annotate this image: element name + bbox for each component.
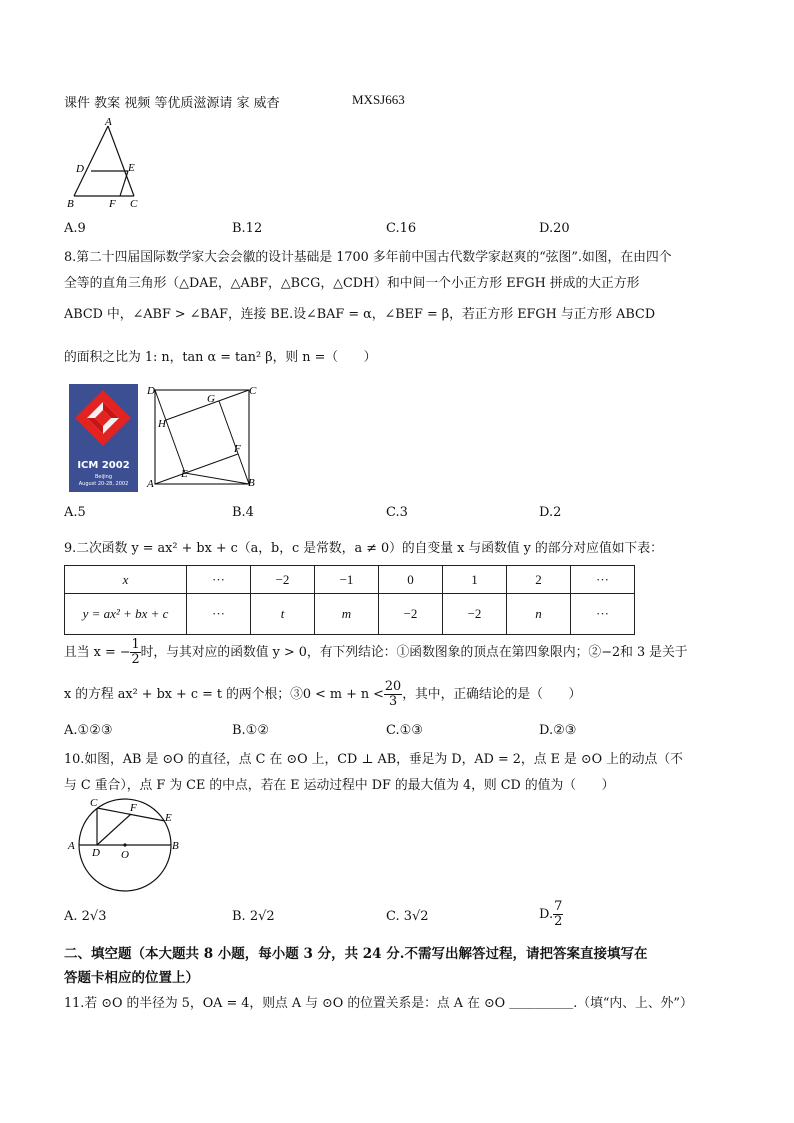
q10-circle-figure [62,794,186,898]
q7-label-d: D [76,163,84,175]
table-cell: 2 [507,566,571,594]
q8-option-c: C.3 [386,505,408,520]
table-cell: ··· [187,594,251,635]
q10-label-b: B [172,840,179,852]
table-cell: −2 [379,594,443,635]
q8-line2: 全等的直角三角形（△DAE，△ABF，△BCG，△CDH）和中间一个小正方形 EFGH 拼成的大正方形 [64,276,640,291]
section2-heading-line1: 二、填空题（本大题共 8 小题，每小题 3 分，共 24 分.不需写出解答过程，请把答案直接填写在 [64,946,648,962]
q9-line2-end: 时，与其对应的函数值 y > 0，有下列结论：①函数图象的顶点在第四象限内；②−2和 3 是关于 [140,645,688,660]
q7-option-c: C.16 [386,221,417,236]
q8-option-d: D.2 [539,505,562,520]
table-cell: m [315,594,379,635]
q9-option-d: D.②③ [539,723,577,738]
q9-fraction-half [130,638,140,667]
fraction-numerator: 20 [384,679,402,694]
table-cell: x [65,566,187,594]
q10-label-e: E [165,812,172,824]
q8-label-a: A [147,478,154,490]
table-cell: n [507,594,571,635]
q8-line3: ABCD 中，∠ABF > ∠BAF，连接 BE.设∠BAF = α，∠BEF = β，若正方形 EFGH 与正方形 ABCD [64,307,656,322]
q7-option-b: B.12 [232,221,263,236]
header-watermark-text: 课件 教案 视频 等优质滋源请 家 威杳 [64,96,280,111]
table-cell: 0 [379,566,443,594]
table-cell: 1 [443,566,507,594]
q10-option-b: B. 2√2 [232,909,275,924]
q10-label-a: A [68,840,75,852]
icm-logo-city: Beijing [94,474,113,480]
fraction-denominator: 2 [131,652,140,667]
q9-line3-end: ，其中，正确结论的是（ ） [402,687,582,702]
q8-label-f: F [234,443,241,455]
q7-label-f: F [109,198,116,210]
table-row [65,594,635,635]
q7-option-d: D.20 [539,221,570,236]
q7-label-e: E [128,162,135,174]
q8-label-g: G [207,393,215,405]
q10-line2: 与 C 重合），点 F 为 CE 的中点，若在 E 运动过程中 DF 的最大值为 4，则 CD 的值为（ ） [64,778,615,793]
fraction-numerator: 1 [131,637,140,652]
q10-option-d [539,900,563,929]
q7-triangle-figure [62,116,152,210]
q8-option-a: A.5 [64,505,86,520]
q10-option-c: C. 3√2 [386,909,429,924]
q9-line1: 9.二次函数 y = ax² + bx + c（a，b，c 是常数，a ≠ 0）的自变量 x 与函数值 y 的部分对应值如下表： [64,541,663,556]
q7-option-a: A.9 [64,221,86,236]
q7-label-a: A [105,116,112,128]
table-cell: −2 [443,594,507,635]
q8-string-figure [145,380,257,490]
table-cell: ··· [571,566,635,594]
q8-label-c: C [249,385,257,397]
q8-label-e: E [181,468,188,480]
section2-heading-line2: 答题卡相应的位置上） [64,970,199,986]
fraction-denominator: 3 [388,694,398,709]
q10-label-o: O [121,849,129,861]
q8-option-b: B.4 [232,505,254,520]
table-cell: y = ax² + bx + c [65,594,187,635]
q10-option-a: A. 2√3 [64,909,107,924]
q9-value-table [64,565,635,635]
q9-line3 [64,680,581,710]
q7-label-b: B [67,198,74,210]
q8-line1: 8.第二十四届国际数学家大会会徽的设计基础是 1700 多年前中国古代数学家赵爽的“弦图”.如图，在由四个 [64,250,672,265]
q8-label-h: H [158,418,166,430]
q10-option-d-prefix: D. [539,907,554,922]
q8-label-b: B [248,477,255,489]
q10-line1: 10.如图，AB 是 ⊙O 的直径，点 C 在 ⊙O 上，CD ⊥ AB，垂足为 D，AD = 2，点 E 是 ⊙O 上的动点（不 [64,752,683,767]
q8-line4: 的面积之比为 1: n，tan α = tan² β，则 n =（ ） [64,350,377,365]
q10-label-c: C [90,797,98,809]
q10-option-d-fraction [553,900,563,929]
table-cell: ··· [187,566,251,594]
icm-logo-title: ICM 2002 [77,460,130,471]
table-row [65,566,635,594]
q9-option-c: C.①③ [386,723,423,738]
table-cell: ··· [571,594,635,635]
q10-label-f: F [130,802,137,814]
table-cell: −1 [315,566,379,594]
q10-label-d: D [92,847,100,859]
header-code: MXSJ663 [352,92,405,107]
q9-option-a: A.①②③ [64,723,113,738]
fraction-numerator: 7 [554,899,563,914]
icm-2002-logo [69,384,138,492]
q9-option-b: B.①② [232,723,269,738]
q9-line3-start: x 的方程 ax² + bx + c = t 的两个根；③0 < m + n < [64,687,384,702]
fraction-denominator: 2 [554,914,563,929]
q9-line2-start: 且当 x = − [64,645,131,660]
q7-label-c: C [130,198,138,210]
table-cell: −2 [251,566,315,594]
q8-label-d: D [147,385,155,397]
q9-fraction-twenty-thirds [384,680,402,709]
q9-line2 [64,638,688,668]
icm-logo-date: August 20-28, 2002 [78,481,129,487]
q11-text: 11.若 ⊙O 的半径为 5，OA = 4，则点 A 与 ⊙O 的位置关系是：点 A 在 ⊙O ＿＿＿＿＿.（填“内、上、外”） [64,996,693,1011]
table-cell: t [251,594,315,635]
